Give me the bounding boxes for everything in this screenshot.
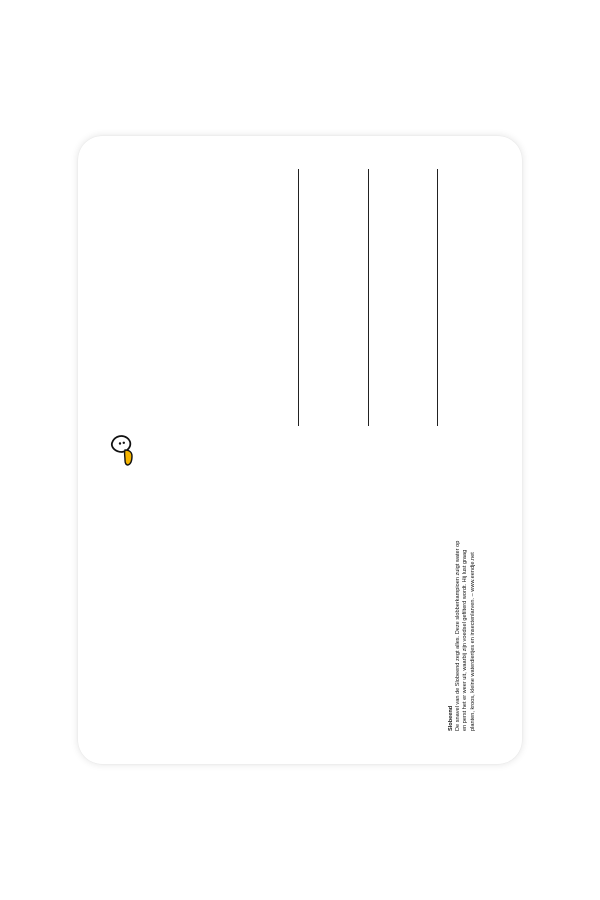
caption-line: en perst het er weer uit, waarbij zijn voedsel gefilterd wordt. Hij lust graag — [462, 549, 469, 731]
address-line — [437, 169, 438, 426]
duck-head-icon — [110, 434, 138, 468]
caption — [448, 481, 477, 731]
caption-line: planten, kroos, kleine waterdiertjes en insectenlarven. – www.eendje.net — [469, 552, 476, 731]
duck-head-icon-svg — [110, 434, 138, 468]
postcard — [78, 136, 522, 764]
caption-title: Slobeend — [448, 705, 454, 731]
caption-line: De snavel van de Slobeend zegt alles. Deze slobberkampioen zuigt water op — [455, 540, 462, 731]
address-line — [298, 169, 299, 426]
address-line — [368, 169, 369, 426]
